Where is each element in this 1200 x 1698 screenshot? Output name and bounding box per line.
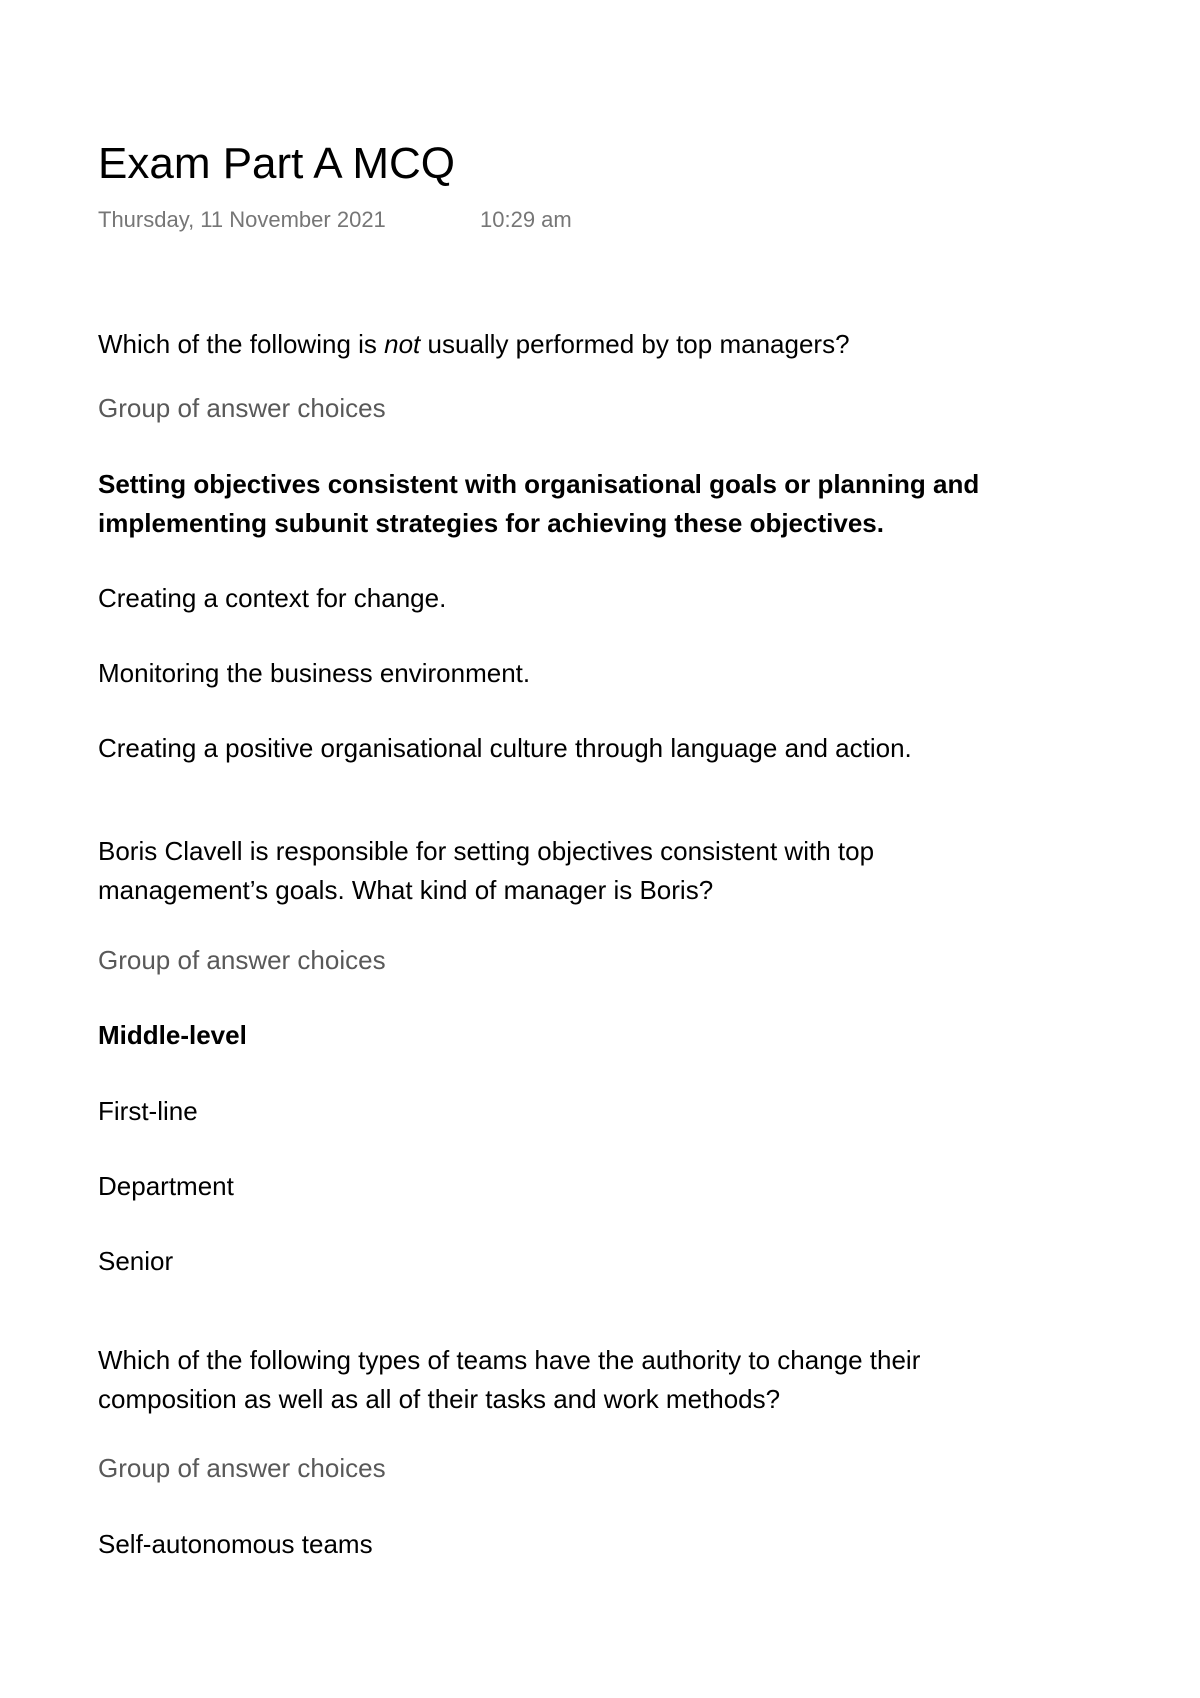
question-1-prompt-before: Which of the following is — [98, 329, 385, 359]
question-1-prompt-emphasis: not — [384, 329, 421, 359]
question-2-answer-2: First-line — [98, 1096, 198, 1126]
question-1-answer-1-line-2: implementing subunit strategies for achieving these objectives. — [98, 508, 884, 538]
question-2-group-label: Group of answer choices — [98, 945, 386, 975]
page-title: Exam Part A MCQ — [98, 139, 455, 188]
question-2-prompt-line-1: Boris Clavell is responsible for setting objectives consistent with top — [98, 836, 875, 866]
question-3-prompt-line-2: composition as well as all of their tasks and work methods? — [98, 1384, 781, 1414]
question-2-answer-4: Senior — [98, 1246, 174, 1276]
question-1-answer-4: Creating a positive organisational culture through language and action. — [98, 733, 912, 763]
question-1-answer-2: Creating a context for change. — [98, 583, 447, 613]
question-1-prompt — [98, 326, 850, 362]
question-1-group-label: Group of answer choices — [98, 393, 386, 423]
question-3-group-label: Group of answer choices — [98, 1453, 386, 1483]
question-2-prompt-line-2: management’s goals. What kind of manager is Boris? — [98, 875, 714, 905]
question-2-answer-3: Department — [98, 1171, 234, 1201]
question-3-prompt-line-1: Which of the following types of teams have the authority to change their — [98, 1345, 921, 1375]
question-3-answer-1: Self-autonomous teams — [98, 1529, 373, 1559]
page-time: 10:29 am — [480, 207, 572, 232]
question-2-answer-1: Middle-level — [98, 1020, 247, 1050]
question-1-answer-1-line-1: Setting objectives consistent with organisational goals or planning and — [98, 469, 980, 499]
page-date: Thursday, 11 November 2021 — [98, 207, 386, 232]
question-1-prompt-after: usually performed by top managers? — [420, 329, 850, 359]
question-1-answer-3: Monitoring the business environment. — [98, 658, 531, 688]
